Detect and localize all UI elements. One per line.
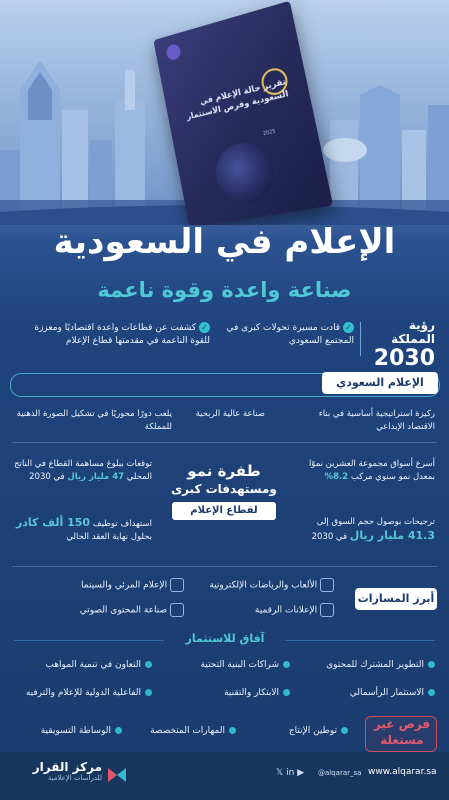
growth-right-bottom-suffix: في 2030 (311, 532, 348, 542)
report-sphere-graphic (211, 138, 279, 208)
investment-item-3-text: التعاون في تنمية المواهب (45, 660, 141, 670)
investment-item-2 (160, 660, 290, 670)
growth-left-top-suffix: في 2030 (29, 472, 65, 482)
market-size-value: 41.3 مليار ريال (349, 529, 435, 542)
report-title: تقرير حالة الإعلام في السعودية وفرص الاستثمار (185, 76, 290, 123)
brand-tagline: للدراسات الإعلامية (47, 774, 102, 782)
main-title: الإعلام في السعودية (53, 222, 396, 262)
section-divider (12, 442, 437, 443)
brand-logo-icon (106, 764, 128, 786)
bullet-icon (428, 661, 435, 668)
track-item-1 (204, 578, 334, 592)
vision-year: 2030 (373, 346, 435, 371)
investment-item-1 (305, 660, 435, 670)
investment-item-3 (12, 660, 152, 670)
social-handle[interactable]: @alqarar_sa (318, 769, 362, 777)
saudi-media-item-3: يلعب دورًا محوريًا في تشكيل الصورة الذهنية للمملكة (16, 409, 172, 432)
vision-block (363, 318, 435, 371)
bullet-icon (229, 727, 236, 734)
growth-right-bottom-text: ترجيحات بوصول حجم السوق إلى (316, 517, 435, 527)
bullet-icon (115, 727, 122, 734)
intro-point-1-text: قادت مسيرة تحولات كبرى في المجتمع السعودي (226, 323, 354, 346)
check-icon: ✓ (343, 322, 354, 333)
growth-right-top-text: أسرع أسواق مجموعة العشرين نموًا بمعدل نمو سنوي مركب (308, 459, 435, 482)
track-item-3 (214, 603, 334, 617)
investment-item-5 (160, 688, 290, 698)
employment-target-value: 150 ألف كادر (15, 516, 91, 529)
footer (0, 752, 449, 800)
opportunity-item-1-text: توطين الإنتاج (288, 726, 337, 736)
opportunity-item-1 (238, 726, 348, 736)
brand-name: مركز القرار (32, 760, 102, 774)
digital-ad-icon (320, 603, 334, 617)
subtitle: صناعة واعدة وقوة ناعمة (97, 278, 352, 302)
microphone-icon (170, 603, 184, 617)
investment-line-right (285, 640, 435, 641)
bullet-icon (145, 689, 152, 696)
bullet-icon (283, 661, 290, 668)
tracks-heading: أبرز المسارات (355, 588, 437, 610)
growth-center-line2: ومستهدفات كبرى (171, 482, 277, 496)
saudi-media-item-1: ركيزة استراتيجية أساسية في بناء الاقتصاد الإبداعي (318, 409, 435, 432)
growth-right-bottom (303, 516, 435, 544)
growth-center (160, 462, 288, 520)
intro-point-1 (214, 322, 354, 348)
track-item-2-text: الإعلام المرئي والسينما (81, 580, 168, 591)
film-icon (170, 578, 184, 592)
growth-right-top (303, 458, 435, 484)
social-icons (276, 768, 304, 778)
section-divider (12, 566, 437, 567)
report-year: 2025 (262, 128, 277, 138)
investment-item-6 (12, 688, 152, 698)
investment-item-6-text: الفاعلية الدولية للإعلام والترفيه (25, 688, 141, 698)
investment-heading: آفاق للاستثمار (185, 632, 265, 645)
intro-point-2-text: كشفت عن قطاعات واعدة اقتصاديًا ومعززة للقوة الناعمة في مقدمتها قطاع الإعلام (34, 323, 210, 346)
youtube-icon[interactable]: ▶ (297, 768, 305, 778)
growth-left-bottom (12, 516, 152, 544)
investment-item-4-text: الاستثمار الرأسمالي (349, 688, 424, 698)
brand-block (12, 760, 102, 782)
opportunity-item-2-text: المهارات المتخصصة (150, 726, 225, 736)
opportunity-item-3 (12, 726, 122, 736)
bullet-icon (283, 689, 290, 696)
growth-center-line1: طفرة نمو (187, 462, 261, 480)
vision-label: رؤية المملكة (391, 318, 435, 346)
bullet-icon (341, 727, 348, 734)
opportunities-heading: فرص غير مستغلة (373, 717, 431, 747)
investment-item-1-text: التطوير المشترك للمحتوى (326, 660, 424, 670)
opportunity-item-3-text: الوساطة التسويقية (40, 726, 111, 736)
growth-left-bottom-text: استهداف توظيف (92, 519, 152, 529)
saudi-media-item-2: صناعة عالية الربحية (195, 409, 265, 419)
growth-center-pill: لقطاع الإعلام (172, 502, 276, 520)
hero-illustration (0, 0, 449, 225)
gdp-contribution-value: 47 مليار ريال (67, 472, 125, 482)
track-item-1-text: الألعاب والرياضات الإلكترونية (209, 580, 318, 591)
investment-line-left (14, 640, 164, 641)
growth-left-top (12, 458, 152, 484)
vision-divider (360, 322, 361, 356)
track-item-4-text: صناعة المحتوى الصوتي (79, 605, 168, 616)
gamepad-icon (320, 578, 334, 592)
opportunity-item-2 (126, 726, 236, 736)
growth-rate-value: 8.2% (324, 472, 349, 482)
intro-point-2 (14, 322, 210, 348)
saudi-media-heading: الإعلام السعودي (322, 372, 438, 394)
track-item-2 (14, 578, 184, 592)
report-logo-icon (165, 43, 182, 62)
check-icon: ✓ (199, 322, 210, 333)
track-item-4 (14, 603, 184, 617)
investment-item-4 (305, 688, 435, 698)
linkedin-icon[interactable]: in (286, 768, 295, 778)
bullet-icon (428, 689, 435, 696)
x-icon[interactable]: 𝕏 (276, 768, 284, 778)
bullet-icon (145, 661, 152, 668)
website-link[interactable]: www.alqarar.sa (368, 767, 437, 777)
growth-left-bottom-suffix: بحلول نهاية العقد الحالي (66, 532, 152, 542)
investment-item-2-text: شراكات البنية التحتية (200, 660, 279, 670)
growth-left-top-text: توقعات ببلوغ مساهمة القطاع في الناتج المحلي (14, 459, 152, 482)
track-item-3-text: الإعلانات الرقمية (254, 605, 318, 616)
investment-item-5-text: الابتكار والتقنية (224, 688, 279, 698)
